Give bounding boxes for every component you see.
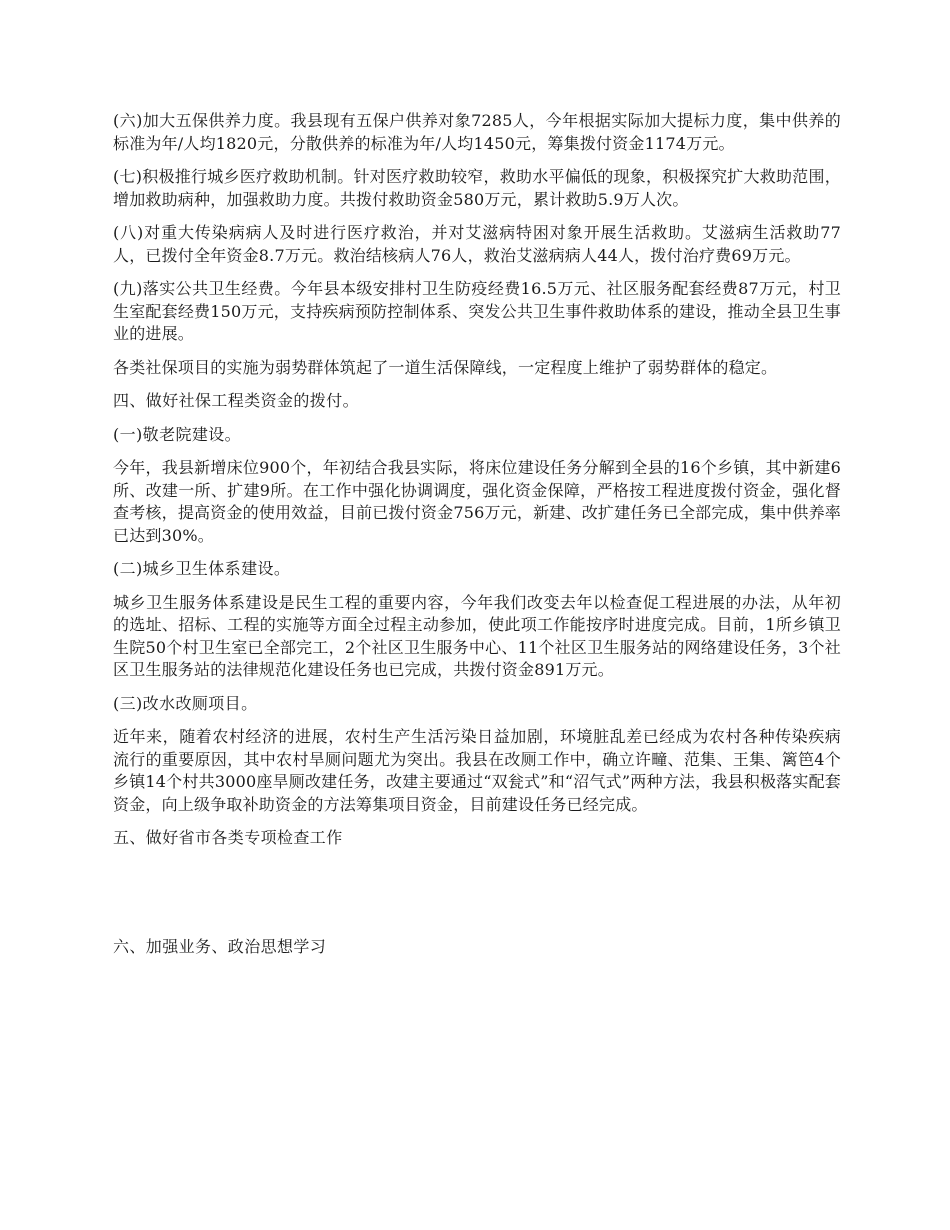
- subsection-heading-nursing-home: (一)敬老院建设。: [113, 424, 242, 444]
- document-page: [113, 110, 841, 969]
- subsection-heading-health-system: (二)城乡卫生体系建设。: [113, 559, 291, 578]
- blank-space: [113, 861, 841, 936]
- paragraph-social-security-summary: 各类社保项目的实施为弱势群体筑起了一道生活保障线，一定程度上维护了弱势群体的稳定。: [113, 357, 778, 377]
- paragraph-public-health-funding: (九)落实公共卫生经费。今年县本级安排村卫生防疫经费16.5万元、社区服务配套经费87万元，村卫生室配套经费150万元，支持疾病预防控制体系、突发公共卫生事件救助体系的建设，推动全县卫生事业的进展。: [113, 279, 841, 343]
- section-heading-six: 六、加强业务、政治思想学习: [113, 936, 327, 956]
- paragraph-health-system-construction: 城乡卫生服务体系建设是民生工程的重要内容，今年我们改变去年以检查促工程进展的办法，从年初的选址、招标、工程的实施等方面全过程主动参加，使此项工作能按序时进度完成。目前，1所乡镇卫生院50个村卫生室已全部完工，2个社区卫生服务中心、11个社区卫生服务站的网络建设任务，3个社区卫生服务站的法律规范化建设任务也已完成，共拨付资金891万元。: [113, 592, 841, 679]
- section-heading-five: 五、做好省市各类专项检查工作: [113, 828, 343, 847]
- paragraph-medical-aid: (七)积极推行城乡医疗救助机制。针对医疗救助较窄，救助水平偏低的现象，积极探究扩大救助范围，增加救助病种，加强救助力度。共拨付救助资金580万元，累计救助5.9万人次。: [113, 167, 841, 209]
- subsection-heading-water-toilet: (三)改水改厕项目。: [113, 693, 258, 713]
- paragraph-five-guarantee-support: (六)加大五保供养力度。我县现有五保户供养对象7285人，今年根据实际加大提标力度，集中供养的标准为年/人均1820元，分散供养的标准为年/人均1450元，筹集拨付资金1174万元。: [113, 111, 841, 153]
- paragraph-infectious-disease-treatment: (八)对重大传染病病人及时进行医疗救治，并对艾滋病特困对象开展生活救助。艾滋病生活救助77人，已拨付全年资金8.7万元。救治结核病人76人，救治艾滋病病人44人，拨付治疗费69万元。: [113, 223, 841, 265]
- paragraph-nursing-home-construction: 今年，我县新增床位900个，年初结合我县实际，将床位建设任务分解到全县的16个乡镇，其中新建6所、改建一所、扩建9所。在工作中强化协调调度，强化资金保障，严格按工程进度拨付资金，强化督查考核，提高资金的使用效益，目前已拨付资金756万元，新建、改扩建任务已全部完成，集中供养率已达到30%。: [113, 458, 841, 545]
- paragraph-water-toilet-project: 近年来，随着农村经济的进展，农村生产生活污染日益加剧，环境脏乱差已经成为农村各种传染疾病流行的重要原因，其中农村旱厕问题尤为突出。我县在改厕工作中，确立许疃、范集、王集、篱笆4个乡镇14个村共3000座旱厕改建任务，改建主要通过“双瓮式”和“沼气式”两种方法，我县积极落实配套资金，向上级争取补助资金的方法筹集项目资金，目前建设任务已经完成。: [113, 727, 841, 814]
- section-heading-four: 四、做好社保工程类资金的拨付。: [113, 391, 360, 410]
